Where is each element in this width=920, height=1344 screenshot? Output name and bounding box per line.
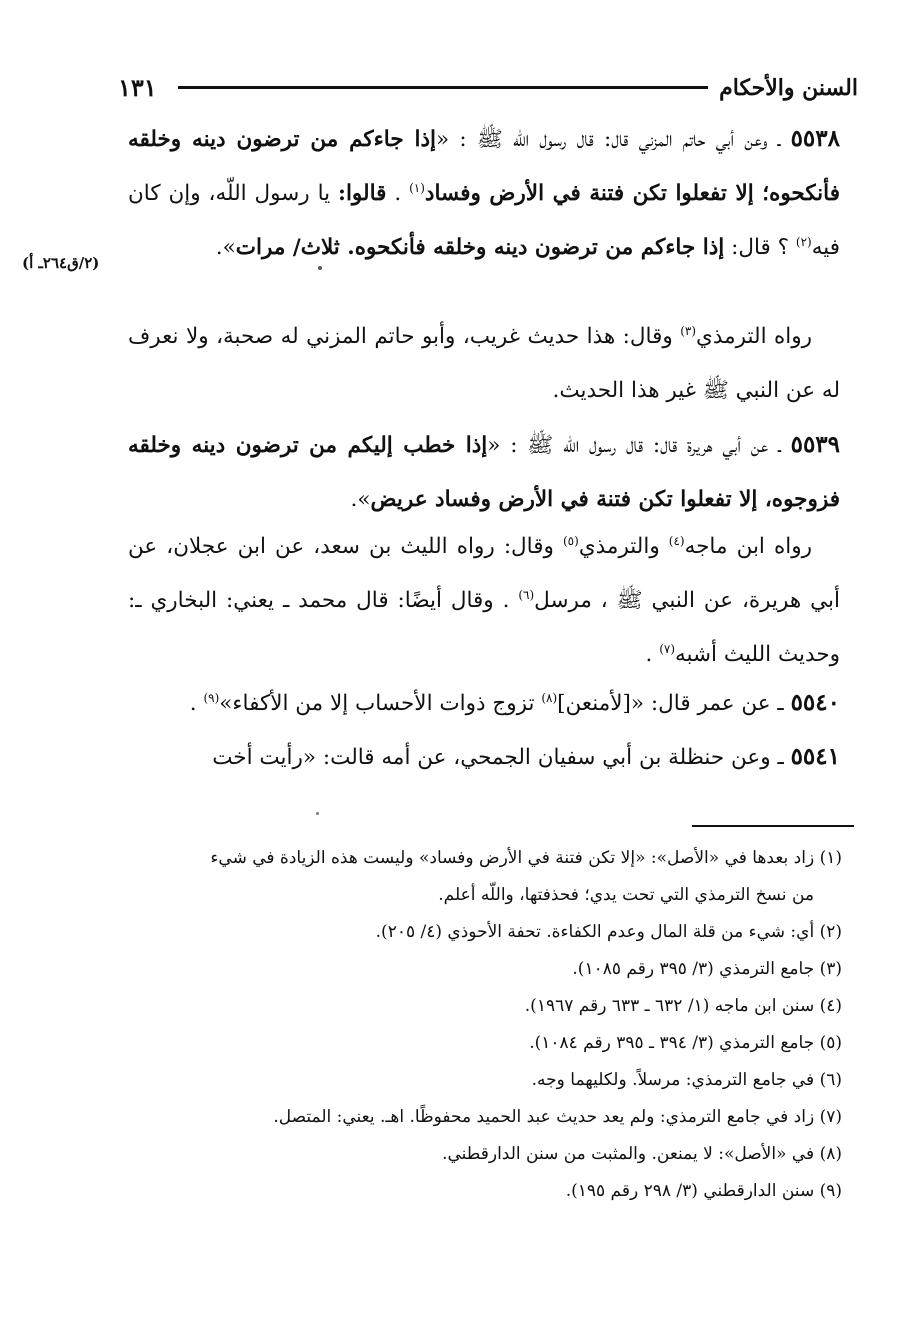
footnote-ref: (٧) [659, 641, 676, 656]
footnote-2 [150, 914, 842, 951]
hadith-number: ٥٥٤٠ [790, 689, 840, 716]
hadith-5538 [128, 112, 840, 275]
hadith-text: إذا خطب إليكم من ترضون دينه وخلقه فزوجوه، إلا تفعلوا تكن فتنة في الأرض وفساد عريض [128, 433, 840, 512]
footnote-text: (٦) في جامع الترمذي: مرسلاً. ولكليهما وجه. [531, 1070, 842, 1090]
footnote-text: (١) زاد بعدها في «الأصل»: «إلا تكن فتنة في الأرض وفساد» وليست هذه الزيادة في شيء [210, 848, 842, 868]
page-number: ١٣١ [118, 73, 157, 102]
footnote-ref: (١) [409, 180, 425, 195]
punctuation: . [386, 181, 410, 206]
hadith-5540 [128, 676, 840, 731]
punctuation: . [189, 691, 204, 716]
ink-speck [318, 266, 322, 270]
footnote-text: (٨) في «الأصل»: لا يمنعن. والمثبت من سنن الدارقطني. [442, 1144, 842, 1164]
footnote-3 [150, 951, 842, 988]
footnotes-list [150, 840, 842, 1210]
hadith-text: إذا جاءكم من ترضون دينه وخلقه فأنكحوه؛ إلا تفعلوا تكن فتنة في الأرض وفساد [128, 127, 840, 206]
hadith-number: ٥٥٣٨ [790, 125, 840, 152]
footnote-9 [150, 1173, 842, 1210]
footnote-7 [150, 1099, 842, 1136]
hadith-text: تزوج ذوات الأحساب إلا من الأكفاء» [219, 691, 542, 716]
page-header [118, 70, 858, 110]
narration-text: . وقال أيضًا: قال محمد ـ يعني: البخاري ـ: وحديث الليث أشبه [128, 588, 840, 667]
footnote-text: (٧) زاد في جامع الترمذي: ولم يعد حديث عبد الحميد محفوظًا. اهـ. يعني: المتصل. [273, 1107, 842, 1127]
narration-text: وقال: هذا حديث غريب، وأبو حاتم المزني له صحبة، ولا نعرف له عن النبي ﷺ غير هذا الحديث. [128, 324, 840, 403]
footnote-ref: (٦) [518, 587, 535, 602]
footnote-1 [150, 840, 842, 914]
narration-2 [128, 520, 840, 682]
footnote-text: (٩) سنن الدارقطني (٣/ ٢٩٨ رقم ١٩٥). [565, 1181, 842, 1201]
narration-text: رواه ابن ماجه [684, 534, 812, 559]
hadith-text: ـ عن عمر قال: «[لأمنعن] [557, 691, 791, 716]
hadith-text: إذا جاءكم من ترضون دينه وخلقه فأنكحوه. ثلاث/ مرات [235, 235, 725, 260]
hadith-intro: ـ وعن أبي حاتم المزني قال: قال رسول اللّه ﷺ : « [436, 127, 791, 152]
punctuation: ». [350, 487, 371, 512]
narration-text: رواه الترمذي [696, 324, 813, 349]
footnote-ref: (٩) [203, 690, 220, 705]
footnote-ref: (٤) [668, 533, 685, 548]
footnote-ref: (٢) [795, 234, 812, 249]
footnote-6 [150, 1062, 842, 1099]
footnote-text: من نسخ الترمذي التي تحت يدي؛ فحذفتها، واللّه أعلم. [438, 885, 814, 905]
footnote-8 [150, 1136, 842, 1173]
hadith-number: ٥٥٤١ [790, 743, 840, 770]
footnote-text: (٢) أي: شيء من قلة المال وعدم الكفاءة. تحفة الأحوذي (٤/ ٢٠٥). [375, 922, 842, 942]
footnote-ref: (٥) [562, 533, 579, 548]
narration-text: والترمذي [578, 534, 669, 559]
footnote-text: (٥) جامع الترمذي (٣/ ٣٩٤ ـ ٣٩٥ رقم ١٠٨٤). [529, 1033, 842, 1053]
manuscript-folio-note: (٢/ق٢٦٤ـ أ) [22, 254, 100, 272]
footnote-separator [692, 825, 854, 827]
hadith-number: ٥٥٣٩ [790, 431, 841, 458]
punctuation: ». [215, 235, 236, 260]
narration-1 [128, 310, 840, 418]
hadith-5541 [128, 730, 840, 785]
footnote-ref: (٨) [541, 690, 558, 705]
narration-text: وقال: رواه الليث بن سعد، عن ابن عجلان، عن أبي هريرة، عن النبي ﷺ ، مرسل [128, 534, 840, 613]
hadith-5539 [128, 418, 840, 527]
footnote-text: (٣) جامع الترمذي (٣/ ٣٩٥ رقم ١٠٨٥). [572, 959, 842, 979]
footnote-ref: (٣) [680, 323, 697, 338]
footnote-4 [150, 988, 842, 1025]
narration-text: . [645, 642, 660, 667]
footnote-text: (٤) سنن ابن ماجه (١/ ٦٣٢ ـ ٦٣٣ رقم ١٩٦٧). [524, 996, 842, 1016]
running-title: السنن والأحكام [719, 75, 858, 101]
hadith-text: ـ وعن حنظلة بن أبي سفيان الجمحي، عن أمه قالت: «رأيت أخت [212, 745, 791, 770]
ink-speck [316, 812, 319, 815]
hadith-intro: ـ عن أبي هريرة قال: قال رسول اللّه ﷺ : « [487, 433, 791, 458]
hadith-text: يا رسول اللّه، وإن كان فيه [128, 181, 840, 260]
header-rule [178, 86, 708, 89]
footnote-5 [150, 1025, 842, 1062]
hadith-text: قالوا: [338, 181, 387, 206]
hadith-text: ؟ قال: [724, 235, 796, 260]
